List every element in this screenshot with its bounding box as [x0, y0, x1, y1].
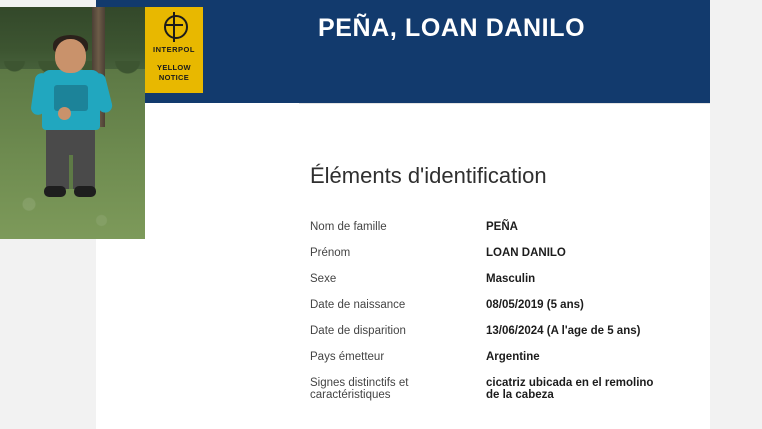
- badge-organization: INTERPOL: [153, 45, 195, 54]
- page-gutter-right: [710, 0, 762, 429]
- field-label: Signes distinctifs et caractéristiques: [310, 377, 409, 401]
- identification-table: [310, 221, 700, 401]
- field-label: Nom de famille: [310, 221, 387, 233]
- badge-notice-line1: YELLOW: [157, 63, 191, 72]
- field-value-line1: cicatriz ubicada en el remolino: [486, 377, 654, 389]
- table-row: [310, 325, 700, 351]
- table-row: [310, 377, 700, 401]
- field-label: Pays émetteur: [310, 351, 385, 363]
- photo-figure-leg-gap: [69, 155, 73, 189]
- subject-photo: [0, 7, 145, 239]
- photo-figure-shirt-print: [54, 85, 88, 111]
- field-label: Prénom: [310, 247, 351, 259]
- field-value: PEÑA: [486, 221, 518, 233]
- badge-notice-line2: NOTICE: [158, 73, 190, 82]
- field-value: Masculin: [486, 273, 536, 285]
- table-row: [310, 273, 700, 299]
- field-label: Date de naissance: [310, 299, 406, 311]
- photo-figure-head: [55, 39, 86, 73]
- page-title: PEÑA, LOAN DANILO: [318, 14, 586, 42]
- section-title: Éléments d'identification: [310, 163, 547, 188]
- photo-figure-hand: [58, 107, 71, 120]
- table-row: [310, 299, 700, 325]
- field-value: Argentine: [486, 351, 540, 363]
- field-label: Sexe: [310, 273, 337, 285]
- interpol-yellow-notice-badge: [145, 7, 203, 93]
- field-value-line2: de la cabeza: [486, 389, 554, 401]
- interpol-globe-sword-icon: [158, 12, 190, 44]
- table-row: [310, 247, 700, 273]
- field-value: [486, 377, 700, 401]
- field-value: 08/05/2019 (5 ans): [486, 299, 584, 311]
- photo-figure-shoe-left: [44, 186, 66, 197]
- table-row: [310, 221, 700, 247]
- table-row: [310, 351, 700, 377]
- header-divider: [299, 103, 710, 104]
- field-label: Date de disparition: [310, 325, 406, 337]
- field-value: 13/06/2024 (A l'age de 5 ans): [486, 325, 641, 337]
- field-value: LOAN DANILO: [486, 247, 566, 259]
- photo-figure-shoe-right: [74, 186, 96, 197]
